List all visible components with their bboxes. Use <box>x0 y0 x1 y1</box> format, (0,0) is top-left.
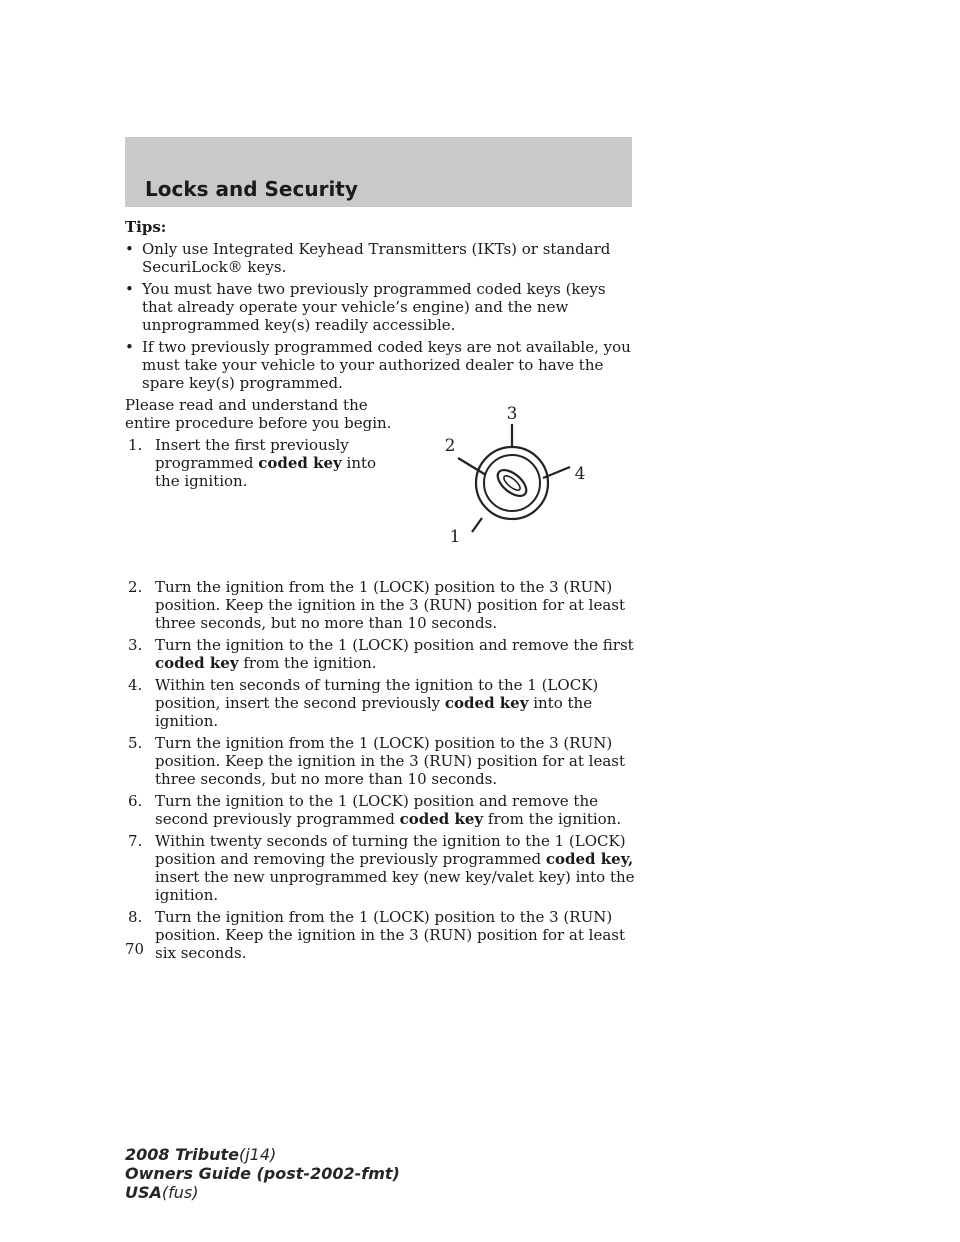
tip-item <box>125 338 635 392</box>
footer-market: USA <box>125 1183 162 1202</box>
bullet-marker: • <box>125 240 134 258</box>
position-label-3: 3 <box>506 404 518 424</box>
step-text: Turn the ignition to the 1 (LOCK) position and remove the second previously programmed <box>155 792 598 828</box>
step-text: Turn the ignition to the 1 (LOCK) position and remove the first <box>155 636 634 654</box>
procedure-step <box>125 636 635 672</box>
step-number: 6. <box>128 792 143 810</box>
step-emphasis: coded key <box>258 454 342 472</box>
step-text-end: into the ignition. <box>155 694 593 730</box>
position-label-2: 2 <box>444 436 456 456</box>
step-text: Within ten seconds of turning the ignition to the 1 (LOCK) position, insert the second previously <box>155 676 599 712</box>
position-2-leader-line <box>458 458 486 475</box>
bullet-marker: • <box>125 280 134 298</box>
tip-item <box>125 240 635 276</box>
ignition-position-diagram <box>420 395 610 555</box>
intro-paragraph: Please read and understand the entire procedure before you begin. <box>125 396 392 432</box>
ignition-outer-ring <box>476 447 548 519</box>
procedure-step <box>125 792 635 828</box>
step-text: Insert the first previously programmed <box>155 436 349 472</box>
step-number: 1. <box>128 436 143 454</box>
ignition-inner-ring <box>484 455 540 511</box>
step-text-end: from the ignition. <box>483 810 622 828</box>
footer-market-code: (fus) <box>161 1183 199 1202</box>
step-number: 4. <box>128 676 143 694</box>
page-number: 70 <box>125 940 145 958</box>
tip-text: If two previously programmed coded keys are not available, you must take your vehicle to your authorized dealer to have the spare key(s) programmed. <box>142 338 631 392</box>
step-text-end: insert the new unprogrammed key (new key/valet key) into the ignition. <box>155 868 635 904</box>
step-number: 7. <box>128 832 143 850</box>
position-label-4: 4 <box>574 464 586 484</box>
procedure-step <box>125 832 635 904</box>
procedure-step <box>125 578 635 632</box>
step-text-end: from the ignition. <box>238 654 377 672</box>
step-text: Turn the ignition from the 1 (LOCK) position to the 3 (RUN) position. Keep the ignition in the 3 (RUN) position for at least three seconds, but no more than 10 seconds. <box>155 734 626 788</box>
step-emphasis: coded key <box>444 694 529 712</box>
procedure-step <box>125 908 635 962</box>
position-label-1: 1 <box>449 527 461 547</box>
bullet-marker: • <box>125 338 134 356</box>
page-body <box>125 218 635 966</box>
step-emphasis: coded key <box>399 810 484 828</box>
step-text: Within twenty seconds of turning the ignition to the 1 (LOCK) position and removing the previously programmed <box>155 832 626 868</box>
step-emphasis: coded key, <box>545 850 634 868</box>
step-emphasis: coded key <box>155 654 239 672</box>
step-number: 8. <box>128 908 143 926</box>
procedure-step <box>125 676 635 730</box>
step-number: 5. <box>128 734 143 752</box>
section-title: Locks and Security <box>145 177 358 201</box>
section-header-band <box>125 137 632 207</box>
tip-text: You must have two previously programmed coded keys (keys that already operate your vehicle’s engine) and the new unprogrammed key(s) readily accessible. <box>142 280 606 334</box>
tip-item <box>125 280 635 334</box>
footer-model-code: (j14) <box>238 1145 277 1164</box>
step-text: Turn the ignition from the 1 (LOCK) position to the 3 (RUN) position. Keep the ignition in the 3 (RUN) position for at least three seconds, but no more than 10 seconds. <box>155 578 626 632</box>
procedure-step <box>125 734 635 788</box>
procedure-step <box>125 436 405 490</box>
position-1-leader-line <box>472 518 482 532</box>
step-number: 3. <box>128 636 143 654</box>
tips-label: Tips: <box>125 218 167 236</box>
key-slot-icon <box>493 465 531 501</box>
tip-text: Only use Integrated Keyhead Transmitters (IKTs) or standard SecuriLock® keys. <box>142 240 611 276</box>
document-footer <box>125 1145 400 1202</box>
footer-model: 2008 Tribute <box>125 1145 239 1164</box>
step-number: 2. <box>128 578 143 596</box>
footer-guide: Owners Guide (post-2002-fmt) <box>125 1164 400 1183</box>
step-text: Turn the ignition from the 1 (LOCK) position to the 3 (RUN) position. Keep the ignition in the 3 (RUN) position for at least six seconds. <box>155 908 626 962</box>
step-text-end: into the ignition. <box>155 454 377 490</box>
